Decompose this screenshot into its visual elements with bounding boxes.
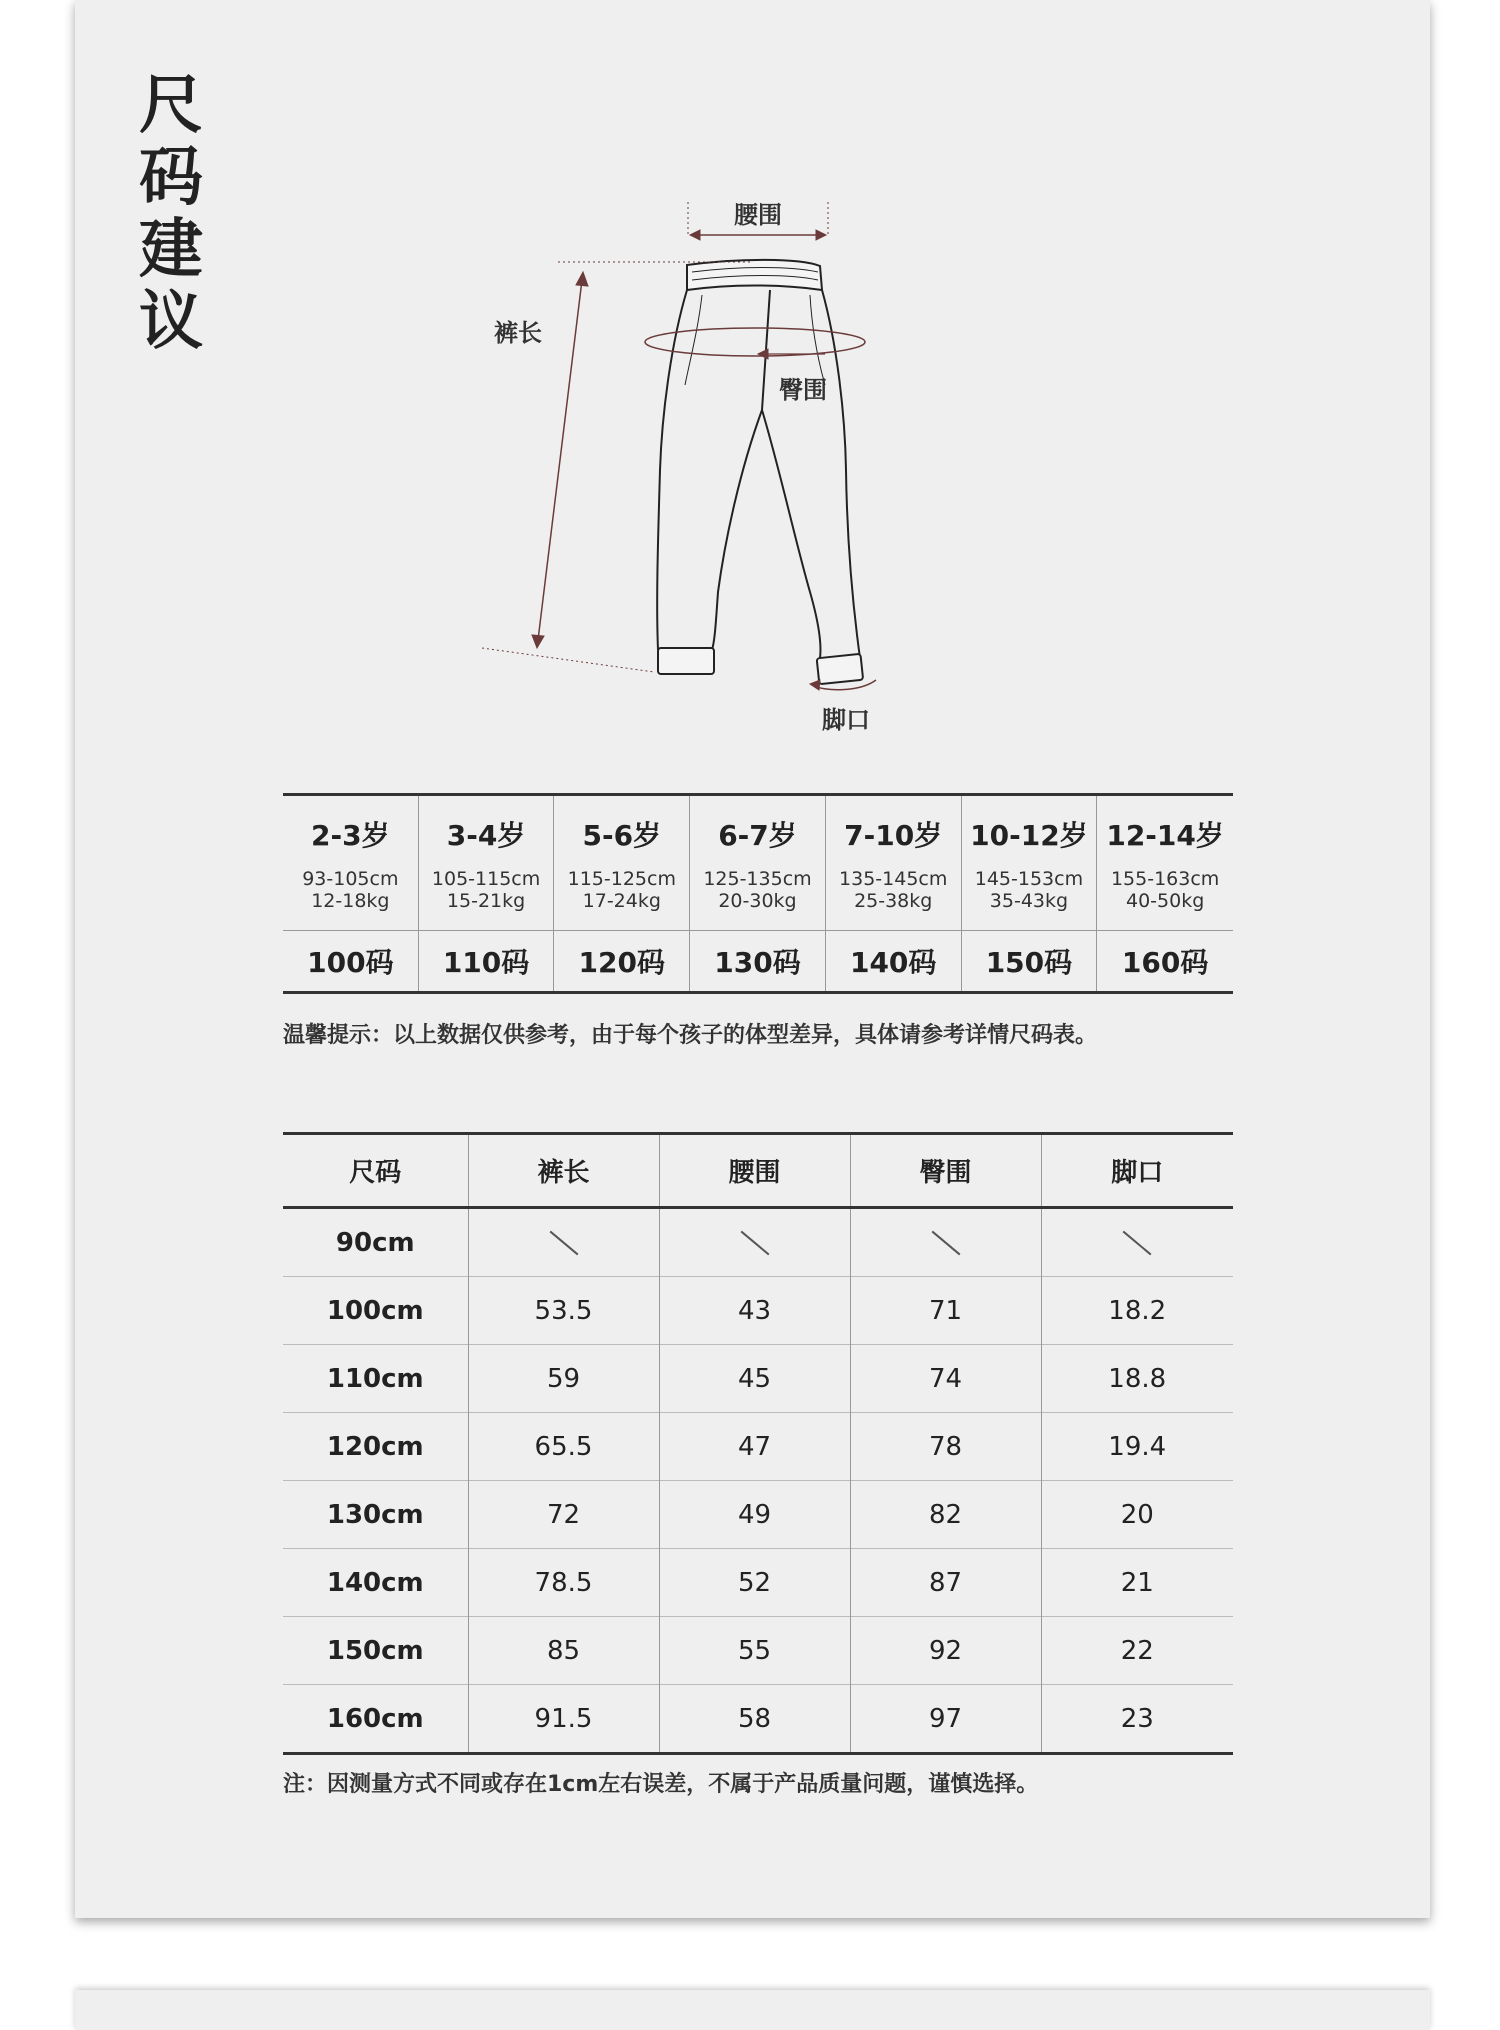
- table-row: [283, 1481, 1233, 1549]
- pants-diagram: [440, 180, 900, 720]
- height-range: 93-105cm: [302, 868, 399, 890]
- size-cell: 120cm: [283, 1413, 468, 1481]
- value-cell: 20: [1041, 1481, 1233, 1549]
- table-row: [283, 1277, 1233, 1345]
- weight-range: 15-21kg: [446, 890, 526, 912]
- age-range: 10-12岁: [970, 819, 1088, 852]
- page-title: [135, 70, 207, 358]
- value-cell: 21: [1041, 1549, 1233, 1617]
- size-cell: 160cm: [283, 1685, 468, 1754]
- age-column: [554, 796, 690, 930]
- note-text: 注：因测量方式不同或存在1cm左右误差，不属于产品质量问题，谨慎选择。: [283, 1772, 1039, 1797]
- table-row: [283, 1208, 1233, 1277]
- cuff-label: 脚口: [822, 706, 870, 734]
- size-cell: 90cm: [283, 1208, 468, 1277]
- height-range: 115-125cm: [567, 868, 676, 890]
- size-cell: 110cm: [283, 1345, 468, 1413]
- weight-range: 25-38kg: [854, 890, 933, 912]
- age-column: [690, 796, 826, 930]
- slash-mark: [740, 1231, 769, 1256]
- empty-cell: [1041, 1208, 1233, 1277]
- size-code: 120码: [554, 930, 690, 991]
- size-code: 100码: [283, 930, 419, 991]
- height-range: 155-163cm: [1110, 868, 1220, 890]
- age-column: [419, 796, 555, 930]
- age-column: [962, 796, 1098, 930]
- value-cell: 18.8: [1041, 1345, 1233, 1413]
- value-cell: 58: [659, 1685, 850, 1754]
- table-row: [283, 1413, 1233, 1481]
- age-range: 5-6岁: [582, 819, 662, 852]
- header-size: 尺码: [283, 1134, 468, 1208]
- value-cell: 92: [850, 1617, 1041, 1685]
- age-range: 6-7岁: [718, 819, 797, 852]
- weight-range: 20-30kg: [718, 890, 797, 912]
- slash-mark: [1123, 1231, 1152, 1256]
- value-cell: 22: [1041, 1617, 1233, 1685]
- table-header-row: [283, 1134, 1233, 1208]
- age-range: 7-10岁: [844, 819, 943, 852]
- next-card-edge: [75, 1990, 1430, 2030]
- empty-cell: [659, 1208, 850, 1277]
- age-column: [283, 796, 419, 930]
- size-code: 140码: [826, 930, 962, 991]
- value-cell: 43: [659, 1277, 850, 1345]
- value-cell: 65.5: [468, 1413, 659, 1481]
- value-cell: 87: [850, 1549, 1041, 1617]
- height-range: 145-153cm: [974, 868, 1084, 890]
- empty-cell: [850, 1208, 1041, 1277]
- size-code: 110码: [419, 930, 555, 991]
- size-cell: 130cm: [283, 1481, 468, 1549]
- waist-label: 腰围: [734, 201, 782, 229]
- weight-range: 35-43kg: [989, 890, 1069, 912]
- value-cell: 91.5: [468, 1685, 659, 1754]
- value-cell: 71: [850, 1277, 1041, 1345]
- value-cell: 18.2: [1041, 1277, 1233, 1345]
- value-cell: 85: [468, 1617, 659, 1685]
- header-length: 裤长: [468, 1134, 659, 1208]
- age-size-table: [283, 793, 1233, 994]
- age-range: 3-4岁: [446, 819, 526, 852]
- title-char: 码: [139, 141, 203, 215]
- slash-mark: [931, 1231, 960, 1256]
- size-cell: 140cm: [283, 1549, 468, 1617]
- age-column: [1097, 796, 1233, 930]
- measurement-table: [283, 1132, 1233, 1755]
- header-hip: 臀围: [850, 1134, 1041, 1208]
- empty-cell: [468, 1208, 659, 1277]
- table-row: [283, 1345, 1233, 1413]
- value-cell: 72: [468, 1481, 659, 1549]
- age-column: [826, 796, 962, 930]
- header-waist: 腰围: [659, 1134, 850, 1208]
- size-cell: 100cm: [283, 1277, 468, 1345]
- value-cell: 23: [1041, 1685, 1233, 1754]
- value-cell: 59: [468, 1345, 659, 1413]
- slash-mark: [549, 1231, 578, 1256]
- height-range: 105-115cm: [431, 868, 541, 890]
- value-cell: 52: [659, 1549, 850, 1617]
- size-code: 130码: [690, 930, 826, 991]
- tip-text: 温馨提示：以上数据仅供参考，由于每个孩子的体型差异，具体请参考详情尺码表。: [283, 1023, 1098, 1048]
- table-row: [283, 1685, 1233, 1754]
- value-cell: 78: [850, 1413, 1041, 1481]
- value-cell: 82: [850, 1481, 1041, 1549]
- age-range: 12-14岁: [1106, 819, 1224, 852]
- value-cell: 53.5: [468, 1277, 659, 1345]
- age-range: 2-3岁: [311, 819, 390, 852]
- table-row: [283, 1617, 1233, 1685]
- title-char: 尺: [139, 69, 203, 143]
- size-cell: 150cm: [283, 1617, 468, 1685]
- value-cell: 49: [659, 1481, 850, 1549]
- value-cell: 55: [659, 1617, 850, 1685]
- hip-label: 臀围: [779, 376, 827, 404]
- header-cuff: 脚口: [1041, 1134, 1233, 1208]
- size-code: 150码: [962, 930, 1098, 991]
- title-char: 建: [139, 213, 203, 287]
- length-label: 裤长: [494, 319, 542, 347]
- table-row: [283, 1549, 1233, 1617]
- weight-range: 40-50kg: [1125, 890, 1205, 912]
- weight-range: 17-24kg: [582, 890, 661, 912]
- height-range: 135-145cm: [839, 868, 948, 890]
- value-cell: 19.4: [1041, 1413, 1233, 1481]
- value-cell: 97: [850, 1685, 1041, 1754]
- weight-range: 12-18kg: [311, 890, 390, 912]
- value-cell: 78.5: [468, 1549, 659, 1617]
- value-cell: 74: [850, 1345, 1041, 1413]
- value-cell: 45: [659, 1345, 850, 1413]
- value-cell: 47: [659, 1413, 850, 1481]
- size-code: 160码: [1097, 930, 1233, 991]
- title-char: 议: [139, 285, 203, 359]
- height-range: 125-135cm: [703, 868, 812, 890]
